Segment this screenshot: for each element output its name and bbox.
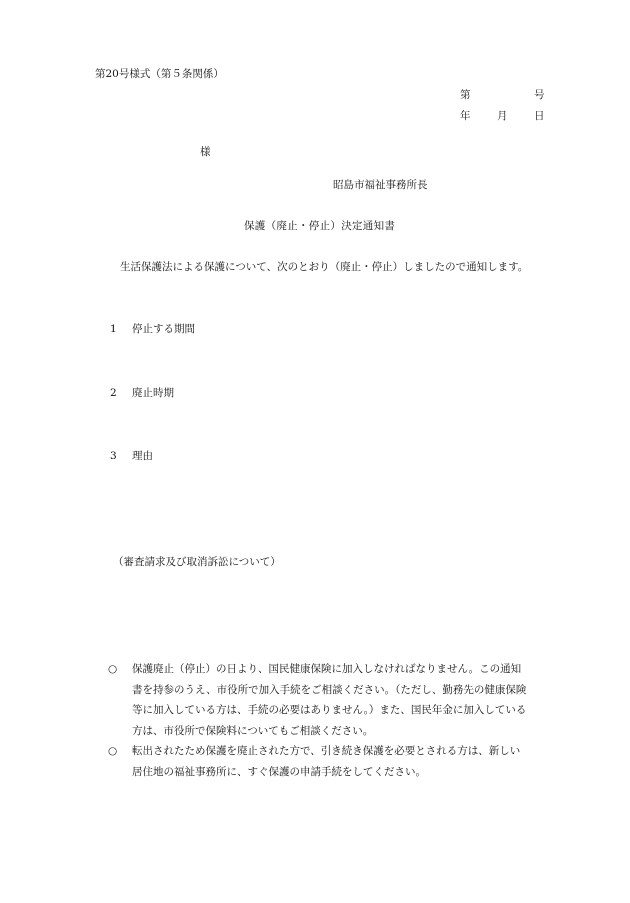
note-health-insurance	[108, 659, 578, 741]
note-line: 方は、市役所で保険料についてもご相談ください。	[132, 724, 374, 737]
note-relocation	[108, 741, 578, 782]
date-year: 年	[460, 110, 471, 122]
form-number: 第20号様式（第５条関係）	[95, 68, 224, 80]
number-suffix: 号	[534, 89, 545, 101]
appeal-heading: （審査請求及び取消訴訟について）	[113, 556, 281, 568]
circle-bullet-icon: ○	[108, 745, 118, 757]
item-label: 理由	[132, 450, 153, 462]
notes-section	[108, 659, 578, 782]
date-day: 日	[534, 110, 545, 122]
note-line: 等に加入している方は、手続の必要はありません。）また、国民年金に加入している	[132, 704, 527, 716]
sender-name: 昭島市福祉事務所長	[333, 179, 428, 191]
note-line: 転出されたため保護を廃止された方で、引き続き保護を必要とされる方は、新しい	[132, 745, 521, 757]
addressee-honorific: 様	[200, 146, 211, 158]
document-title: 保護（廃止・停止）決定通知書	[244, 220, 396, 232]
item-number: 2	[110, 387, 117, 399]
date-month: 月	[497, 110, 508, 122]
number-prefix: 第	[460, 89, 471, 101]
note-line: 居住地の福祉事務所に、すぐ保護の申請手続をしてください。	[132, 765, 426, 778]
note-line: 保護廃止（停止）の日より、国民健康保険に加入しなければなりません。この通知	[132, 663, 522, 675]
item-number: 1	[110, 323, 117, 335]
item-label: 廃止時期	[132, 387, 174, 399]
note-line: 書を持参のうえ、市役所で加入手続をご相談ください。（ただし、勤務先の健康保険	[132, 683, 527, 696]
item-number: 3	[110, 450, 117, 462]
item-label: 停止する期間	[132, 323, 195, 335]
circle-bullet-icon: ○	[108, 663, 118, 675]
body-text: 生活保護法による保護について、次のとおり（廃止・停止）しましたので通知します。	[120, 261, 529, 273]
